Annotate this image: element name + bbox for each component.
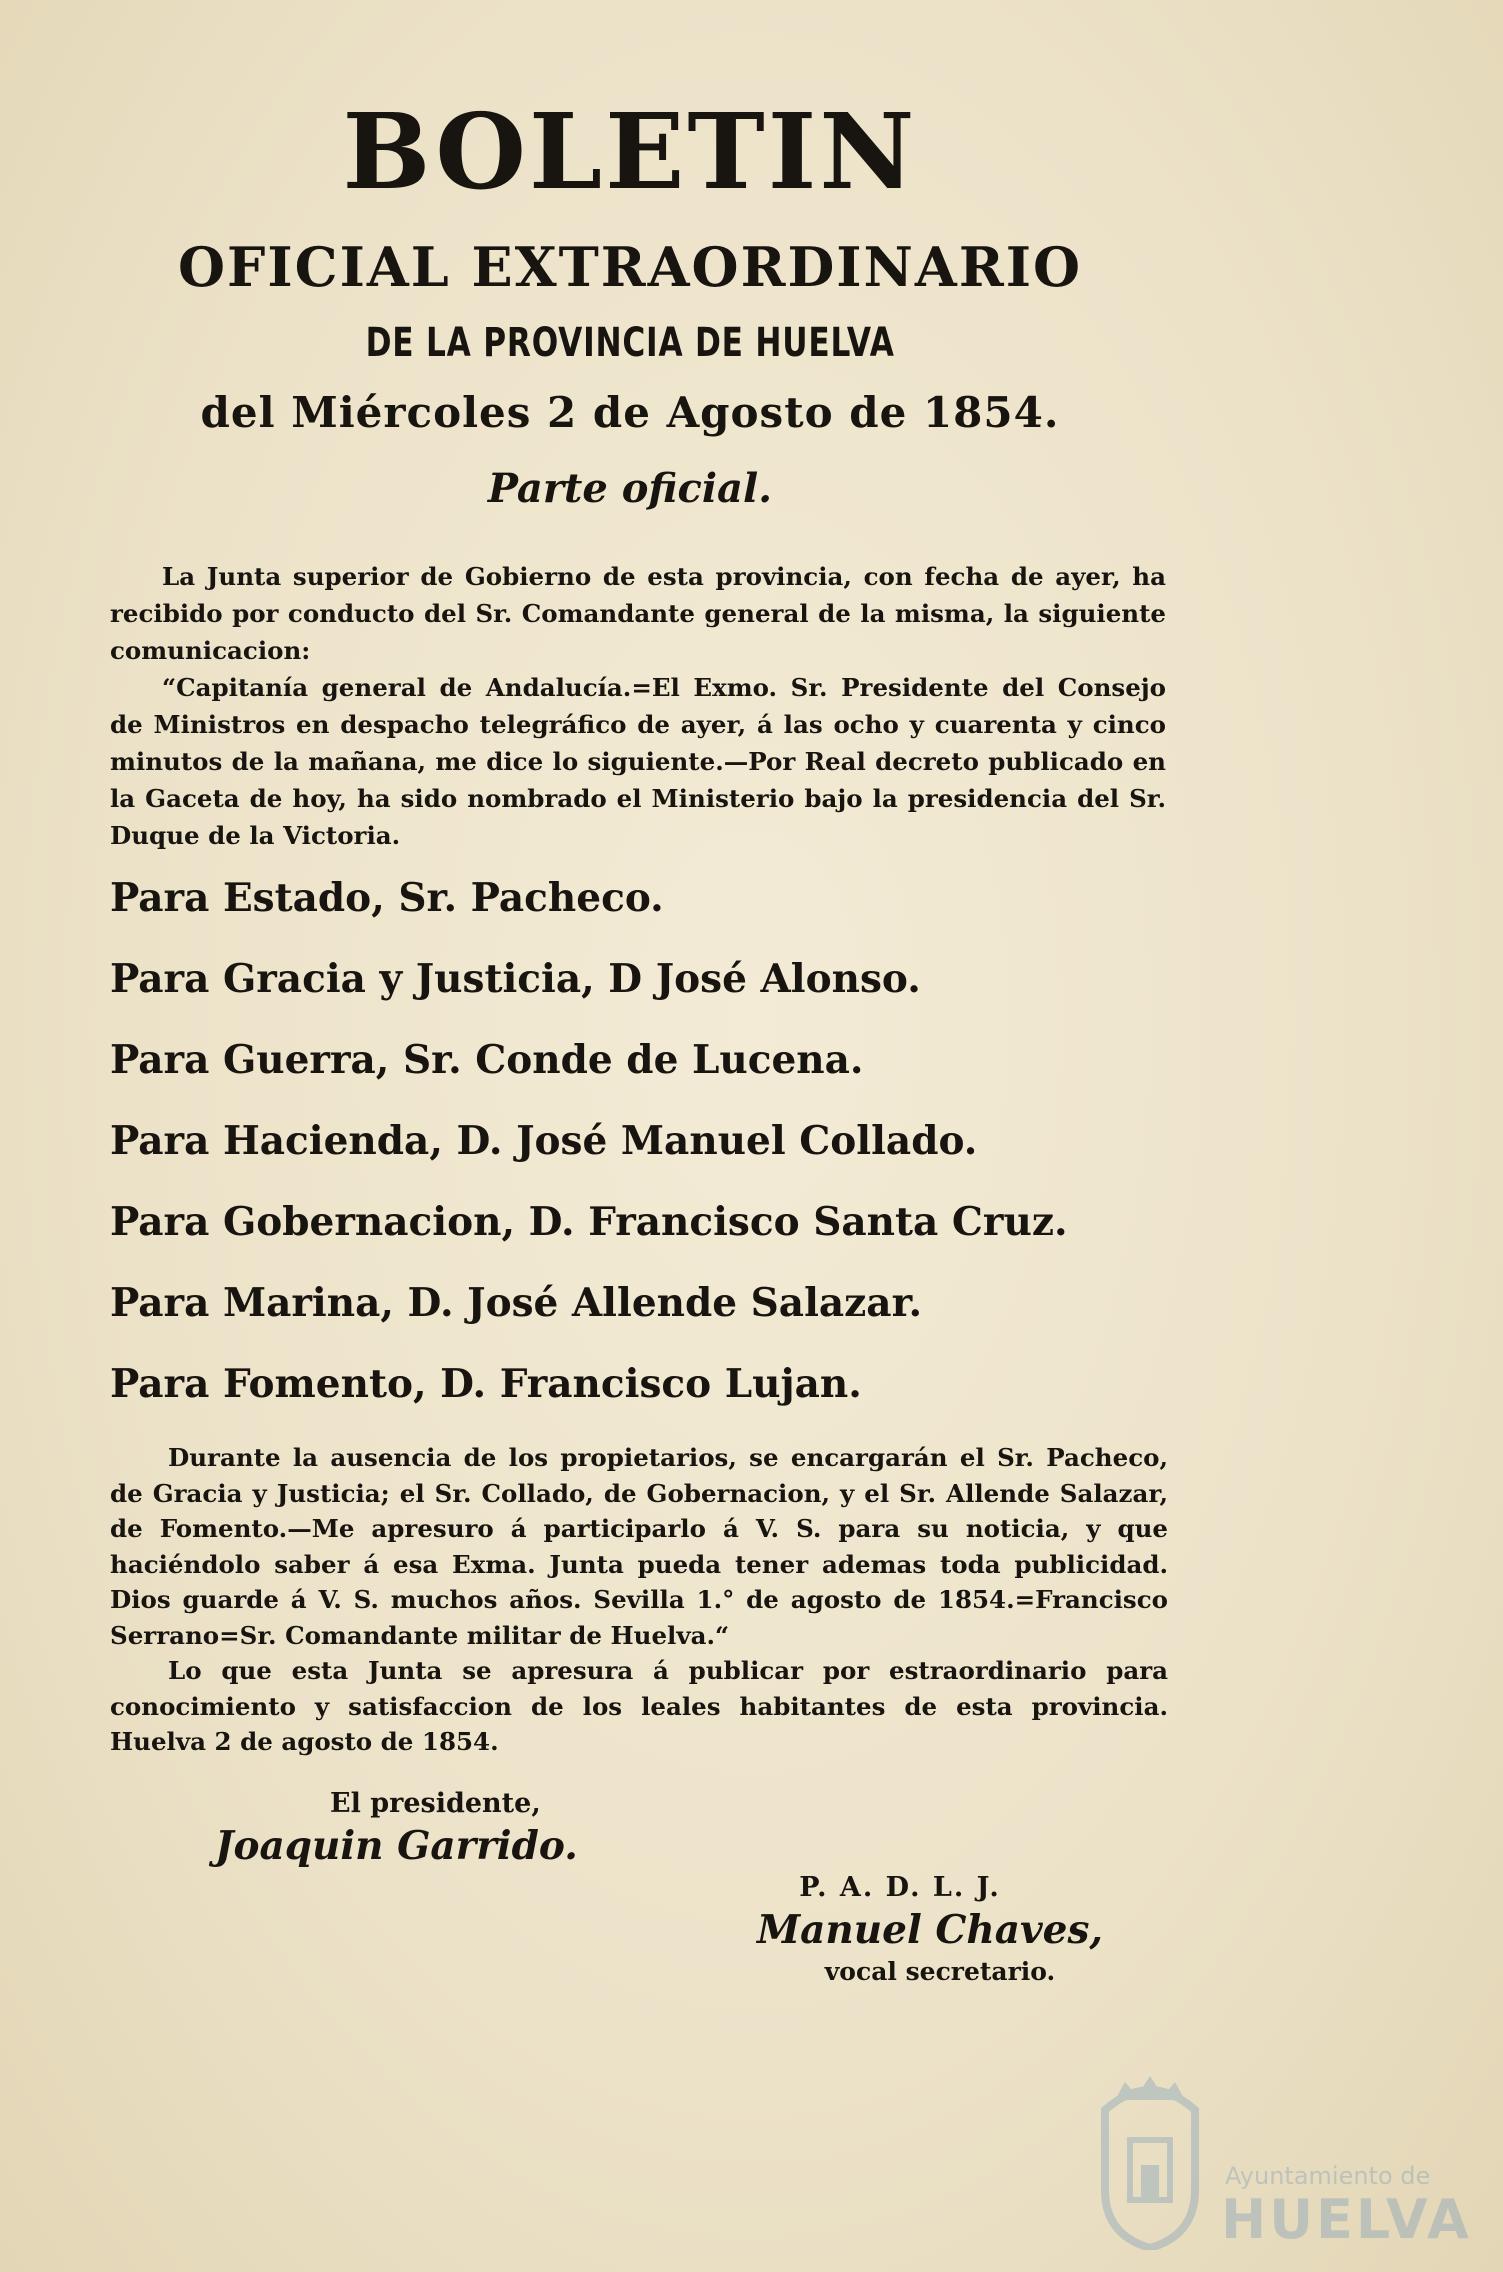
minister-list xyxy=(110,868,1210,1435)
archive-watermark xyxy=(1085,2070,1472,2251)
city-crest-icon xyxy=(1085,2070,1215,2250)
minister-gracia-justicia: Para Gracia y Justicia, D José Alonso. xyxy=(110,956,921,1002)
minister-gobernacion: Para Gobernacion, D. Francisco Santa Cruz. xyxy=(110,1199,1068,1245)
masthead xyxy=(0,90,1260,512)
president-role: El presidente, xyxy=(330,1788,541,1819)
minister-guerra: Para Guerra, Sr. Conde de Lucena. xyxy=(110,1037,864,1083)
president-signature xyxy=(215,1788,715,1869)
watermark-city: HUELVA xyxy=(1221,2188,1472,2251)
minister-marina: Para Marina, D. José Allende Salazar. xyxy=(110,1280,923,1326)
bulletin-subtitle: OFICIAL EXTRAORDINARIO xyxy=(178,235,1082,299)
province-line: DE LA PROVINCIA DE HUELVA xyxy=(365,320,895,366)
signature-initials: P. A. D. L. J. xyxy=(799,1872,1001,1903)
bulletin-title: BOLETIN xyxy=(342,90,918,213)
minister-hacienda: Para Hacienda, D. José Manuel Collado. xyxy=(110,1118,978,1164)
junta-paragraph: Lo que esta Junta se apresura á publicar por estraordinario para conocimiento y satisfaccion de los leales habitantes de esta provincia. Huelva 2 de agosto de 1854. xyxy=(110,1656,1168,1756)
secretary-signature xyxy=(730,1872,1130,1986)
minister-fomento: Para Fomento, D. Francisco Lujan. xyxy=(110,1361,862,1407)
closing-text xyxy=(110,1440,1168,1760)
president-name: Joaquin Garrido. xyxy=(215,1823,578,1869)
closing-paragraph: Durante la ausencia de los propietarios, se encargarán el Sr. Pacheco, de Gracia y Justicia; el Sr. Collado, de Gobernacion, y el Sr. Allende Salazar, de Fomento.—Me apresuro á participarlo á V. S. para su noticia, y que haciéndolo saber á esa Exma. Junta pueda tener ademas toda publicidad. Dios guarde á V. S. muchos años. Sevilla 1.° de agosto de 1854.=Francisco Serrano=Sr. Comandante militar de Huelva.“ xyxy=(110,1443,1168,1650)
watermark-caption: Ayuntamiento de xyxy=(1225,2162,1431,2190)
intro-paragraph: La Junta superior de Gobierno de esta provincia, con fecha de ayer, ha recibido por conducto del Sr. Comandante general de la misma, la siguiente comunicacion: xyxy=(110,562,1166,665)
issue-date: del Miércoles 2 de Agosto de 1854. xyxy=(200,388,1060,437)
section-heading: Parte oficial. xyxy=(487,465,773,512)
telegram-paragraph: “Capitanía general de Andalucía.=El Exmo. Sr. Presidente del Consejo de Ministros en despacho telegráfico de ayer, á las ocho y cuarenta y cinco minutos de la mañana, me dice lo siguiente.—Por Real decreto publicado en la Gaceta de hoy, ha sido nombrado el Ministerio bajo la presidencia del Sr. Duque de la Victoria. xyxy=(110,673,1166,850)
secretary-name: Manuel Chaves, xyxy=(756,1907,1104,1953)
intro-text xyxy=(110,558,1166,854)
minister-estado: Para Estado, Sr. Pacheco. xyxy=(110,875,664,921)
secretary-role: vocal secretario. xyxy=(824,1957,1056,1986)
